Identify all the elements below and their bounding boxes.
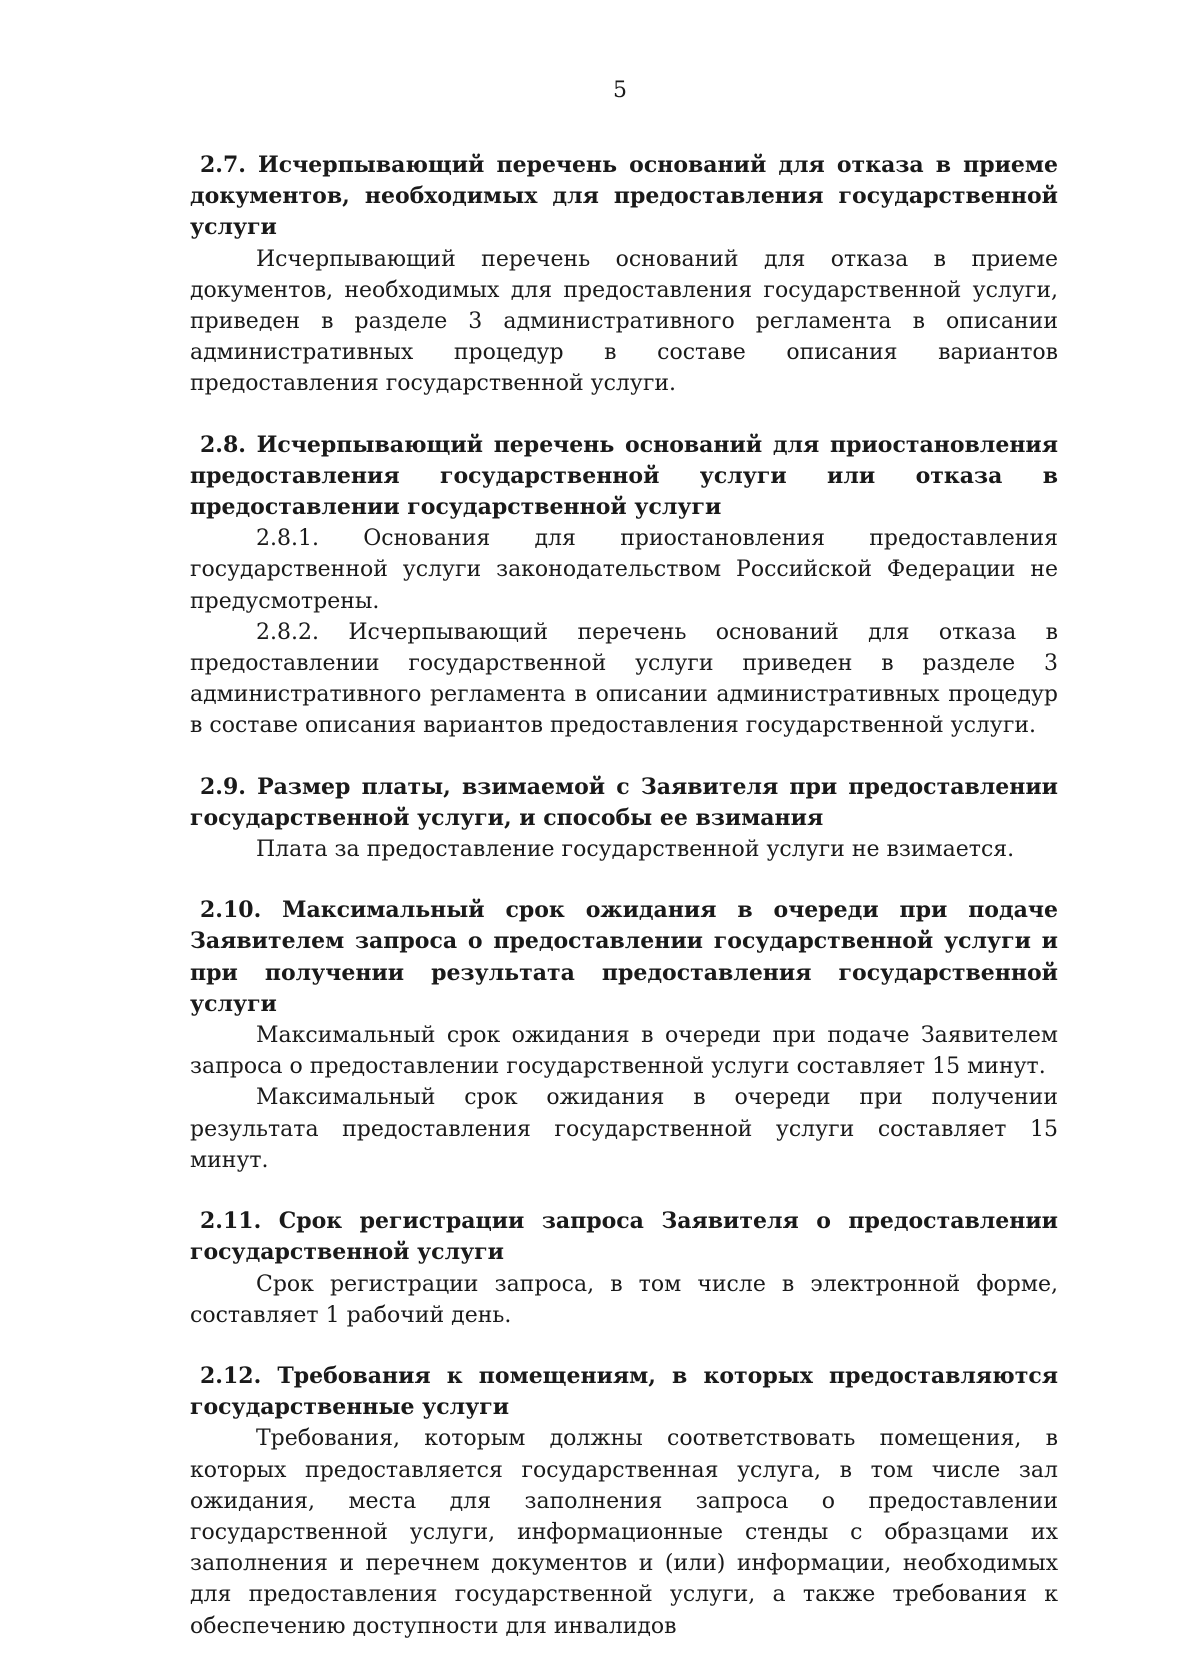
section-2-12 [190, 1361, 1058, 1642]
document-body [190, 150, 1058, 1672]
page-number: 5 [613, 78, 627, 103]
section-2-7 [190, 150, 1058, 400]
section-2-11 [190, 1206, 1058, 1331]
paragraph: Исчерпывающий перечень оснований для отказа в приеме документов, необходимых для предоставления государственной услуги, приведен в разделе 3 административного регламента в описании административных процедур в составе описания вариантов предоставления государственной услуги. [190, 246, 1058, 397]
paragraph: 2.8.1. Основания для приостановления предоставления государственной услуги законодательством Российской Федерации не предусмотрены. [190, 526, 1058, 614]
paragraph: Максимальный срок ожидания в очереди при подаче Заявителем запроса о предоставлении государственной услуги составляет 15 минут. [190, 1023, 1058, 1080]
section-heading: 2.12. Требования к помещениям, в которых предоставляются государственные услуги [190, 1362, 1058, 1421]
paragraph: Максимальный срок ожидания в очереди при получении результата предоставления государственной услуги составляет 15 минут. [190, 1085, 1058, 1173]
section-2-9 [190, 772, 1058, 866]
paragraph: Срок регистрации запроса, в том числе в электронной форме, составляет 1 рабочий день. [190, 1271, 1058, 1328]
paragraph: 2.8.2. Исчерпывающий перечень оснований для отказа в предоставлении государственной услуги приведен в разделе 3 административного регламента в описании административных процедур в составе описания вариантов предоставления государственной услуги. [190, 619, 1058, 739]
section-heading: 2.11. Срок регистрации запроса Заявителя о предоставлении государственной услуги [190, 1208, 1058, 1266]
section-heading: 2.9. Размер платы, взимаемой с Заявителя при предоставлении государственной услуги, и способы ее взимания [190, 773, 1058, 831]
section-2-8 [190, 430, 1058, 742]
section-heading: 2.8. Исчерпывающий перечень оснований для приостановления предоставления государственной услуги или отказа в предоставлении государственной услуги [190, 431, 1058, 521]
section-heading: 2.7. Исчерпывающий перечень оснований для отказа в приеме документов, необходимых для предоставления государственной услуги [190, 152, 1058, 241]
section-heading: 2.10. Максимальный срок ожидания в очереди при подаче Заявителем запроса о предоставлении государственной услуги и при получении результата предоставления государственной услуги [190, 897, 1058, 1017]
paragraph: Требования, которым должны соответствовать помещения, в которых предоставляется государственная услуга, в том числе зал ожидания, места для заполнения запроса о предоставлении государственной услуги, информационные стенды с образцами их заполнения и перечнем документов и (или) информации, необходимых для предоставления государственной услуги, а также требования к обеспечению доступности для инвалидов [190, 1426, 1058, 1639]
paragraph: Плата за предоставление государственной услуги не взимается. [256, 837, 1015, 863]
section-2-10 [190, 895, 1058, 1176]
